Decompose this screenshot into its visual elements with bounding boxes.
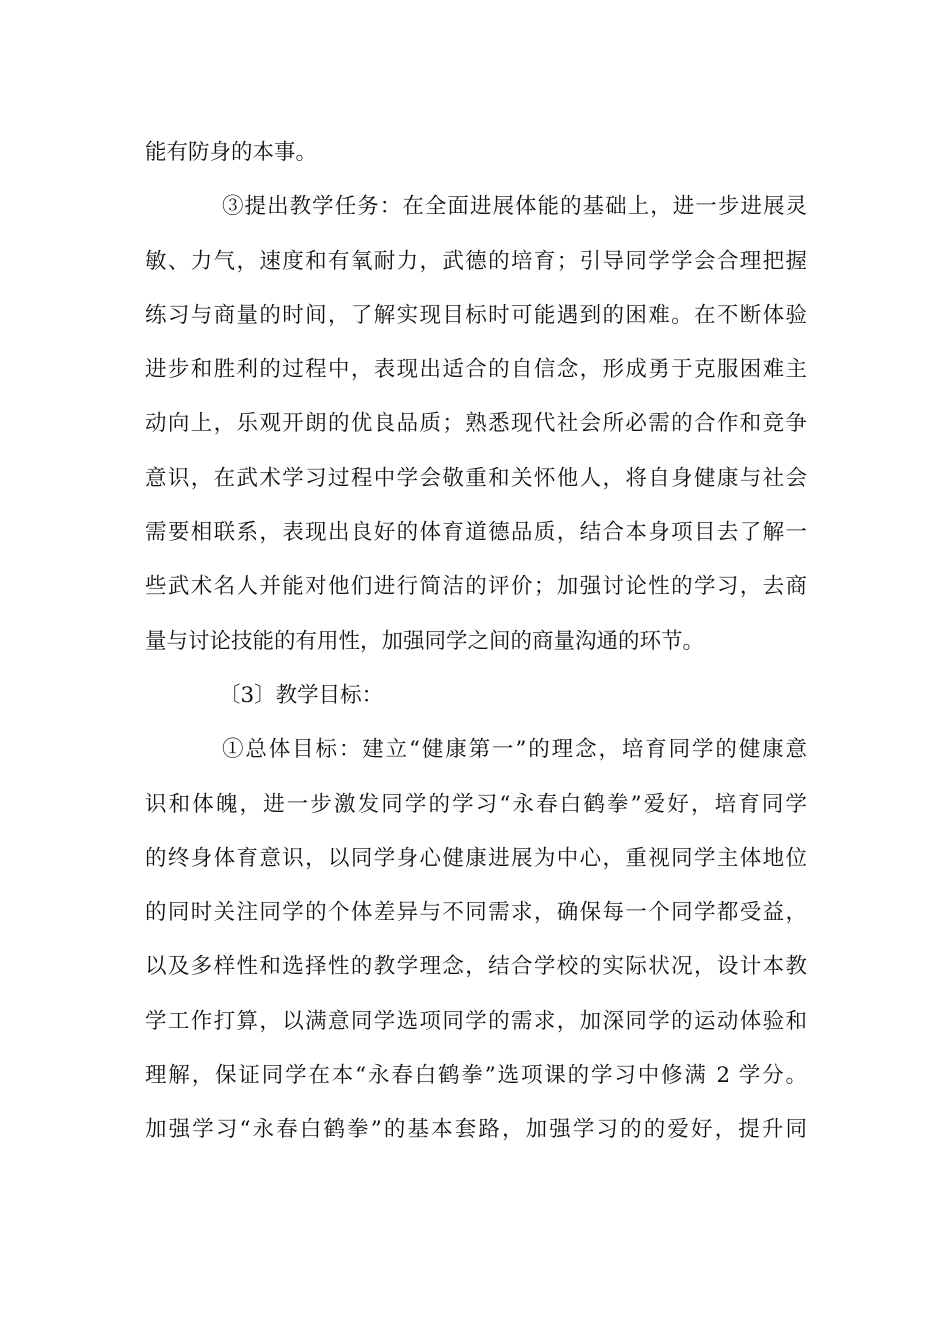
text-line: 进步和胜利的过程中，表现出适合的自信念，形成勇于克服困难主 bbox=[145, 357, 807, 383]
text-line: 以及多样性和选择性的教学理念，结合学校的实际状况，设计本教 bbox=[145, 954, 807, 980]
text-line: ①总体目标：建立“健康第一”的理念，培育同学的健康意 bbox=[222, 737, 807, 763]
paragraph-overall-goal bbox=[145, 723, 807, 1157]
paragraph-continuation bbox=[145, 126, 807, 180]
text-line: 的终身体育意识，以同学身心健康进展为中心，重视同学主体地位 bbox=[145, 845, 807, 871]
text-line: 的同时关注同学的个体差异与不同需求，确保每一个同学都受益， bbox=[145, 900, 807, 926]
text-line: 意识，在武术学习过程中学会敬重和关怀他人，将自身健康与社会 bbox=[145, 465, 807, 491]
paragraph-teaching-tasks bbox=[145, 180, 807, 669]
text-line: 些武术名人并能对他们进行简洁的评价；加强讨论性的学习，去商 bbox=[145, 574, 807, 600]
text-line: ③提出教学任务：在全面进展体能的基础上，进一步进展灵 bbox=[222, 194, 807, 220]
text-line: 学工作打算，以满意同学选项同学的需求，加深同学的运动体验和 bbox=[145, 1008, 807, 1034]
text-line: 识和体魄，进一步激发同学的学习“永春白鹤拳”爱好，培育同学 bbox=[145, 791, 807, 817]
section-heading: 〔3〕教学目标： bbox=[219, 682, 384, 708]
text-line: 敏、力气，速度和有氧耐力，武德的培育；引导同学学会合理把握 bbox=[145, 248, 807, 274]
text-line: 需要相联系，表现出良好的体育道德品质，结合本身项目去了解一 bbox=[145, 520, 807, 546]
document-body bbox=[145, 126, 807, 1158]
text-line: 理解，保证同学在本“永春白鹤拳”选项课的学习中修满 2 学分。 bbox=[145, 1063, 807, 1089]
text-line: 量与讨论技能的有用性，加强同学之间的商量沟通的环节。 bbox=[145, 628, 705, 654]
section-heading-teaching-goals bbox=[145, 669, 807, 723]
text-line: 练习与商量的时间，了解实现目标时可能遇到的困难。在不断体验 bbox=[145, 302, 807, 328]
text-line: 能有防身的本事。 bbox=[145, 140, 318, 165]
text-line: 动向上，乐观开朗的优良品质；熟悉现代社会所必需的合作和竞争 bbox=[145, 411, 807, 437]
text-line: 加强学习“永春白鹤拳”的基本套路，加强学习的的爱好，提升同 bbox=[145, 1117, 807, 1143]
